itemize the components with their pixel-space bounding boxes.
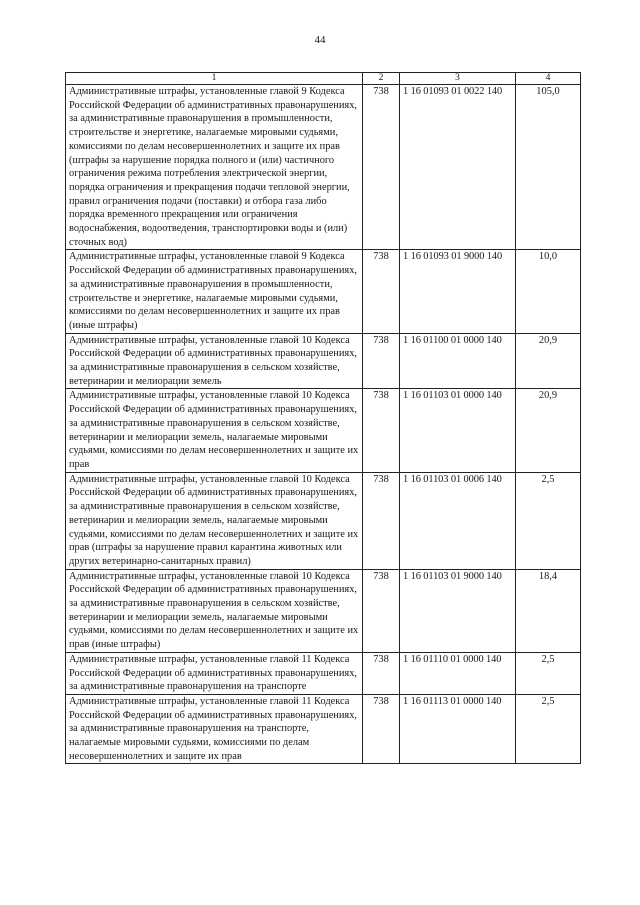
row-description: Административные штрафы, установленные главой 10 Кодекса Российской Федерации об административных правонарушениях, за административные правонарушения в сельском хозяйстве, ветеринарии и мелиорации земель, налагаемые мировыми судьями, комиссиями по делам несовершеннолетних и защите их прав (иные штрафы): [66, 569, 363, 652]
row-budget-code: 1 16 01113 01 0000 140: [400, 694, 516, 764]
row-budget-code: 1 16 01103 01 0000 140: [400, 389, 516, 472]
row-amount: 20,9: [516, 333, 581, 389]
row-amount: 105,0: [516, 85, 581, 250]
table-row: [66, 472, 581, 569]
header-col-2: 2: [363, 73, 400, 85]
row-admin-code: 738: [363, 472, 400, 569]
row-description: Административные штрафы, установленные главой 10 Кодекса Российской Федерации об административных правонарушениях, за административные правонарушения в сельском хозяйстве, ветеринарии и мелиорации земель, налагаемые мировыми судьями, комиссиями по делам несовершеннолетних и защите их прав: [66, 389, 363, 472]
row-description: Административные штрафы, установленные главой 11 Кодекса Российской Федерации об административных правонарушениях, за административные правонарушения на транспорте, налагаемые мировыми судьями, комиссиями по делам несовершеннолетних и защите их прав: [66, 694, 363, 764]
row-budget-code: 1 16 01100 01 0000 140: [400, 333, 516, 389]
table-row: [66, 389, 581, 472]
row-budget-code: 1 16 01093 01 0022 140: [400, 85, 516, 250]
header-col-1: 1: [66, 73, 363, 85]
row-admin-code: 738: [363, 569, 400, 652]
row-description: Административные штрафы, установленные главой 9 Кодекса Российской Федерации об административных правонарушениях, за административные правонарушения в промышленности, строительстве и энергетике, налагаемые мировыми судьями, комиссиями по делам несовершеннолетних и защите их прав (иные штрафы): [66, 250, 363, 333]
row-budget-code: 1 16 01110 01 0000 140: [400, 652, 516, 694]
row-admin-code: 738: [363, 250, 400, 333]
header-col-4: 4: [516, 73, 581, 85]
row-amount: 20,9: [516, 389, 581, 472]
row-description: Административные штрафы, установленные главой 9 Кодекса Российской Федерации об административных правонарушениях, за административные правонарушения в промышленности, строительстве и энергетике, налагаемые мировыми судьями, комиссиями по делам несовершеннолетних и защите их прав (штрафы за нарушение порядка полного и (или) частичного ограничения режима потребления электрической энергии, порядка ограничения и прекращения подачи тепловой энергии, правил ограничения подачи (поставки) и отбора газа либо порядка временного прекращения или ограничения водоснабжения, водоотведения, транспортировки воды и (или) сточных вод): [66, 85, 363, 250]
table-row: [66, 333, 581, 389]
table-row: [66, 250, 581, 333]
row-amount: 2,5: [516, 694, 581, 764]
row-amount: 10,0: [516, 250, 581, 333]
row-description: Административные штрафы, установленные главой 11 Кодекса Российской Федерации об административных правонарушениях, за административные правонарушения на транспорте: [66, 652, 363, 694]
table-row: [66, 694, 581, 764]
row-description: Административные штрафы, установленные главой 10 Кодекса Российской Федерации об административных правонарушениях, за административные правонарушения в сельском хозяйстве, ветеринарии и мелиорации земель: [66, 333, 363, 389]
row-admin-code: 738: [363, 85, 400, 250]
row-budget-code: 1 16 01103 01 9000 140: [400, 569, 516, 652]
row-amount: 2,5: [516, 472, 581, 569]
row-admin-code: 738: [363, 389, 400, 472]
page-number: 44: [314, 34, 326, 46]
row-admin-code: 738: [363, 333, 400, 389]
row-description: Административные штрафы, установленные главой 10 Кодекса Российской Федерации об административных правонарушениях, за административные правонарушения в сельском хозяйстве, ветеринарии и мелиорации земель, налагаемые мировыми судьями, комиссиями по делам несовершеннолетних и защите их прав (штрафы за нарушение правил карантина животных или других ветеринарно-санитарных правил): [66, 472, 363, 569]
row-amount: 18,4: [516, 569, 581, 652]
row-amount: 2,5: [516, 652, 581, 694]
table-row: [66, 652, 581, 694]
table-row: [66, 85, 581, 250]
row-admin-code: 738: [363, 652, 400, 694]
row-admin-code: 738: [363, 694, 400, 764]
row-budget-code: 1 16 01103 01 0006 140: [400, 472, 516, 569]
revenue-table: [65, 72, 581, 764]
header-col-3: 3: [400, 73, 516, 85]
table-header-row: [66, 73, 581, 85]
row-budget-code: 1 16 01093 01 9000 140: [400, 250, 516, 333]
table-row: [66, 569, 581, 652]
